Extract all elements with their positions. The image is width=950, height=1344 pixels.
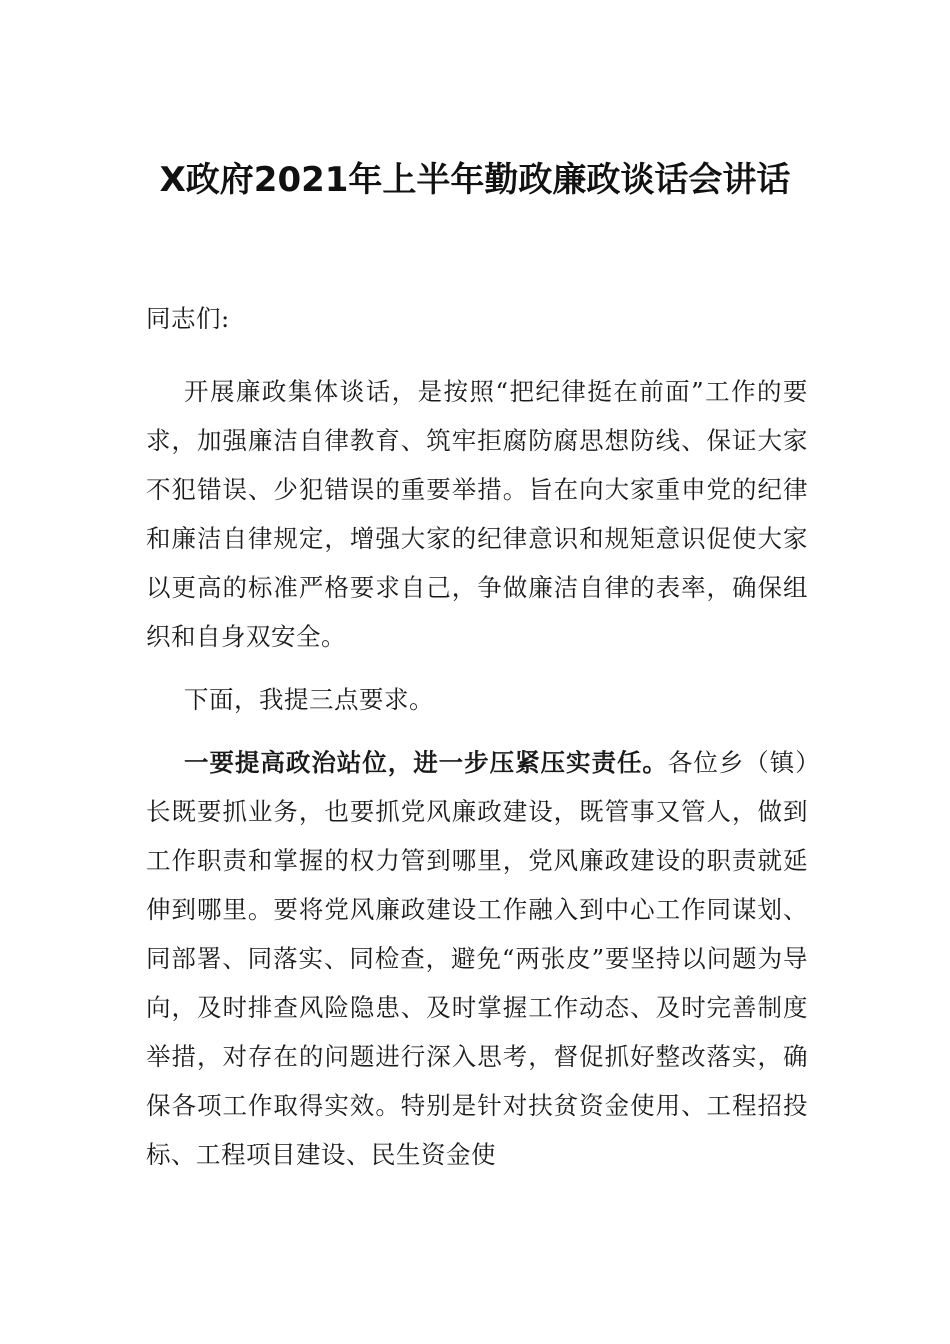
document-title: X政府2021年上半年勤政廉政谈话会讲话: [159, 160, 791, 200]
document-body: [146, 294, 808, 1193]
paragraph-point-one: [146, 738, 808, 1179]
paragraph-intro: [146, 367, 808, 661]
paragraph-requirements: [146, 675, 808, 724]
paragraph-text: 下面，我提三点要求。: [184, 685, 434, 714]
paragraph-text: 各位乡（镇）长既要抓业务，也要抓党风廉政建设，既管事又管人，做到工作职责和掌握的权力管到哪里，党风廉政建设的职责就延伸到哪里。要将党风廉政建设工作融入到中心工作同谋划、同部署、同落实、同检查，避免“两张皮”要坚持以问题为导向，及时排查风险隐患、及时掌握工作动态、及时完善制度举措，对存在的问题进行深入思考，督促抓好整改落实，确保各项工作取得实效。特别是针对扶贫资金使用、工程招投标、工程项目建设、民生资金使: [146, 748, 808, 1169]
paragraph-lead: 一要提高政治站位，进一步压紧压实责任。: [184, 748, 668, 777]
salutation: 同志们:: [146, 304, 230, 333]
paragraph-text: 开展廉政集体谈话，是按照“把纪律挺在前面”工作的要求，加强廉洁自律教育、筑牢拒腐防腐思想防线、保证大家不犯错误、少犯错误的重要举措。旨在向大家重申党的纪律和廉洁自律规定，增强大家的纪律意识和规矩意识促使大家以更高的标准严格要求自己，争做廉洁自律的表率，确保组织和自身双安全。: [146, 377, 808, 651]
